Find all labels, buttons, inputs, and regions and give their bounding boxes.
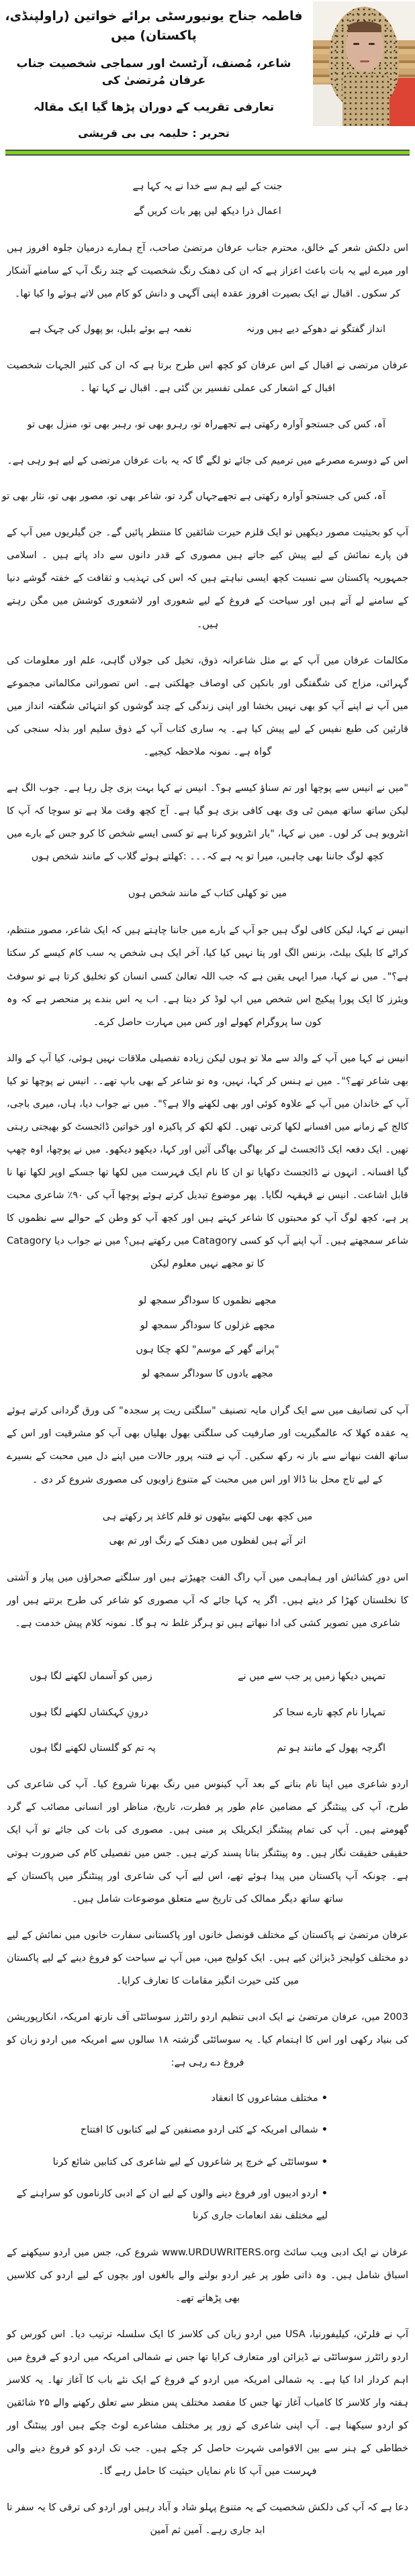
couplet-right-hemistich: انداز گفتگو نے دھوکے دیے ہیں ورنہ <box>246 324 385 335</box>
paragraph: اس دلکش شعر کے خالق، محترم جناب عرفان مرتضیٰ صاحب، آج ہمارے درمیان جلوہ افروز ہیں اور میرے لیے یہ بات باعث اعزاز ہے کہ ان کی دھنک رنگ شخصیت کے چند رنگ آپ کے سامنے آشکار کر سکوں۔ اقبال نے ایک بصیرت افروز عقدہ اپنی آگہی و دانش کو کام میں لاتے ہوئے وا کیا تھا۔ <box>7 242 408 299</box>
couplet-left-hemistich: زمیں کو آسماں لکھنے لگا ہوں <box>30 1671 152 1682</box>
verse-line: میں کچھ بھی لکھنے بیٹھوں تو قلم کاغذ پر رکھتے ہی <box>102 1511 313 1522</box>
article-body <box>0 156 415 2542</box>
couplet-right-hemistich: تمہارا نام کچھ تارے سجا کر <box>273 1707 385 1718</box>
article-header <box>0 0 415 146</box>
verse-line: اعمال ذرا دیکھ لیں پھر بات کریں گے <box>134 205 281 217</box>
paragraph: انیس نے کہا، لیکن کافی لوگ ہیں جو آپ کے بارے میں جاننا چاہتے ہیں کہ ایک شاعر، مصور منتظم، کراٹے کا بلیک بیلٹ، بزنس الگ اور پتا نہیں کیا کیا، آخر ایک ہی شخص یہ سب کام کیسے کر سکتا ہے؟"۔ میں نے کہا، میرا ایہی یقین ہے کہ جب اللہ تعالیٰ کسی انسان کو تخلیق کرتا ہے تو سوفٹ ویئرز کا ایک پورا پیکیج اس شخص میں اپ لوڈ کر دیتا ہے۔ اب یہ اس بندے پر منحصر ہے کہ وہ کون سا پروگرام کھولے اور کس میں مہارت حاصل کرے۔ <box>7 925 408 1028</box>
list-item: • مختلف مشاعروں کا انعقاد <box>7 2088 328 2110</box>
paragraph: "میں نے انیس سے پوچھا اور تم سناؤ کیسے ہو؟۔ انیس نے کہا بہت بزی چل رہا ہے۔ جوب الگ ہے لیکن ساتھ ساتھ میمن ٹی وی بھی کافی بزی ہو گیا ہے۔ آج کچھ وقت ملا ہے تو سوچا کہ آپ کا انٹرویو ہی کر لوں۔ میں نے کہا، "یار انٹرویو کرنا ہے تو کسی ایسے شخص کا کرو جس کے بارے میں کچھ لوگ جاننا بھی چاہیں، میرا تو یہ ہے کہ۔۔۔ :کھلتے ہوئے گلاب کے مانند شخص ہوں <box>7 782 408 863</box>
couplet <box>7 1702 408 1724</box>
green-divider-rule <box>5 150 410 156</box>
verse-line: مجھے غزلوں کا سوداگر سمجھ لو <box>140 1320 275 1331</box>
paragraph: 2003 میں، عرفان مرتضیٰ نے ایک ادبی تنظیم اردو رائٹرز سوسائٹی آف نارتھ امریکہ، انکارپوریشن کی بنیاد رکھی اور اس کا اہتمام کیا۔ یہ سوسائٹی گزشتہ ۱۸ سالوں سے امریکہ میں اردو زبان کو فروغ دے رہی ہے: <box>7 2011 409 2068</box>
list-item: • شمالی امریکہ کے کئی اردو مصنفین کے لیے کتابوں کا افتتاح <box>7 2119 328 2141</box>
photo-left-eye <box>353 43 359 45</box>
couplet-left-hemistich: درونِ کہکشاں لکھنے لگا ہوں <box>30 1707 148 1718</box>
couplet <box>7 319 408 341</box>
list-item: • اردو ادیبوں اور فروغ دینے والوں کے لیے ان کے ادبی کارناموں کو سراہنے کے لیے مختلف نقد انعامات جاری کرنا <box>7 2183 328 2228</box>
paragraph: انیس نے کہا میں آپ کے والد سے ملا تو ہوں لیکن زیادہ تفصیلی ملاقات نہیں ہوئی، کیا آپ کے والد بھی شاعر تھے؟"۔ میں نے ہنس کر کہا، نہیں، وہ تو شاعر کے بھی باپ تھے۔۔ انیس نے پوچھا تو کیا آپ کے خاندان میں آپ کے علاوہ کوئی اور بھی لکھنے والا ہے؟"۔ میں نے جواب دیا، ہاں، میری باجی، کالج کے زمانے میں افسانے لکھا کرتی تھیں۔ لکھ لکھ کر پاکیزہ اور خواتین ڈائجسٹ کو بھیجتی رہتی تھیں۔ ایک دفعہ ایک ڈائجسٹ لے کر بھاگی بھاگی آئیں اور کہا، دیکھو دیکھو۔ میں نے پوچھا، اوہ چھپ گیا افسانہ۔ انہوں نے ڈائجسٹ دکھایا تو ان کا نام ایک فہرست میں لکھا تھا جسکے اوپر لکھا تھا نا قابل اشاعت۔ انیس نے قہقہہ لگایا۔ پھر موضوع تبدیل کرتے ہوئے پوچھا آپ کی ۹۰٪ شاعری محبت پر ہے، کچھ لوگ آپ کو محبتوں کا شاعر کہتے ہیں اور کچھ آپ کو وطن کے حوالے سے نظموں کا شاعر سمجھتے ہیں۔ آپ اپنے آپ کو کسی Catagory میں رکھتے ہیں؟ میں نے جواب دیا Catagory کا تو مجھے نہیں معلوم لیکن <box>7 1053 408 1270</box>
paragraph: آپ کو بحیثیت مصور دیکھیں تو ایک قلزم حیرت شائقین کا منتظر پائیں گے۔ جن گیلریوں میں آپ کے فن پارے نمائش کے لیے پیش کیے جاتے ہیں مصوری کے قدر دانوں سے داد پاتے ہیں ۔ اسلامی جمہوریہ پاکستان سے نسبت کچھ ایسی نباہتے ہیں کہ اس کی تہذیب و ثقافت کے خفتہ گوشے دنیا کے سامنے لے آتے ہیں اور سیاحت کے فروغ کے لیے شعوری اور لاشعوری کوشش میں مگن رہتے ہیں۔ <box>7 527 408 630</box>
headline-byline: تحریر : حلیمہ بی بی قریشی <box>78 127 230 140</box>
couplet-left-hemistich: پہ تم کو گلستاں لکھنے لگا ہوں <box>30 1742 156 1754</box>
vertical-gap <box>7 1648 408 1666</box>
verse-line: مجھے یادوں کا سوداگر سمجھ لو <box>142 1368 273 1380</box>
list-item: • سوسائٹی کے خرچ پر شاعروں کے لیے شاعری کی کتابیں شائع کرنا <box>7 2151 328 2174</box>
photo-mouth <box>360 60 369 62</box>
qalam-verse-block <box>7 1505 408 1554</box>
headline-line-1: فاطمہ جناح یونیورسٹی برائے خواتین (راولپنڈی، پاکستان) میں <box>5 9 303 44</box>
verse-line: میں تو کھلی کتاب کے مانند شخص ہوں <box>128 888 287 900</box>
paragraph: اس کے دوسرے مصرعے میں ترمیم کی جائے تو لگے گا کہ یہ بات عرفان مرتضی کے لیے ہو رہی ہے۔ <box>7 455 408 466</box>
verse-line: مجھے نظموں کا سوداگر سمجھ لو <box>138 1295 277 1307</box>
couplet <box>7 414 408 436</box>
couplet <box>1 486 408 508</box>
single-verse-line <box>7 881 408 906</box>
society-activities-list <box>7 2088 328 2228</box>
verse-line: جنت کے لیے ہم سے خدا نے یہ کہا ہے <box>132 181 283 193</box>
verse-line: "پرانے گھر کے موسم" لکھ چکا ہوں <box>136 1344 279 1355</box>
opening-verse <box>7 174 408 223</box>
paragraph: عرفان نے ایک ادبی ویب سائٹ www.URDUWRITERS.org شروع کی، جس میں اردو سیکھنے کے اسباق شامل ہیں۔ وہ ذاتی طور پر غیر اردو بولنے والے بالغوں اور بچوں کے لیے اردو کی کلاسیں بھی پڑھاتے تھے۔ <box>7 2247 408 2304</box>
couplet-right-hemistich: تمہیں دیکھا زمیں پر جب سے میں نے <box>238 1671 385 1682</box>
photo-right-eye <box>369 43 375 45</box>
headline-line-2: شاعر، مُصنف، آرٹسٹ اور سماجی شخصیت جناب عرفان مُرتضیٰ کی <box>16 56 291 88</box>
paragraph: آپ نے فلرٹن، کیلیفورنیا، USA میں اردو زبان کی کلاسز کا ایک سلسلہ ترتیب دیا۔ اس کورس کو اردو رائٹرز سوسائٹی نے ڈیزائن اور متعارف کرایا تھا جس نے شمالی امریکہ میں اردو کے فروغ میں اہم کردار ادا کیا ہے۔ یہ شمالی امریکہ میں اردو کے فروغ کے ایک نئے باب کا آغاز تھا۔ یہ کلاسز ہفتہ وار کلاسز کا کامیاب آغاز تھا جس کا مقصد مختلف پس منظر سے تعلق رکھنے والے ۲۵ شائقین کو اردو سیکھنا ہے۔ آپ اپنی شاعری کے زور پر مختلف مشاعرے لوٹ چکے ہیں اور پینٹنگ اور خطاطی کے ہنر سے بین الاقوامی شہرت حاصل کر چکے ہیں۔ جب تک اردو کو فروغ دینے والی فہرست میں آپ کا نام نمایاں حیثیت کا حامل رہے گا۔ <box>7 2328 408 2477</box>
author-portrait-photo <box>313 1 415 126</box>
couplet <box>7 1666 408 1688</box>
couplet <box>7 1737 408 1760</box>
paragraph: اس دورِ کشائش اور ہماہمی میں آپ راگ الفت چھیڑتے ہیں اور سلگتے صحراؤں میں پیار و آشتی کا نخلستان کھڑا کر دیتے ہیں۔ اگر یہ کہا جائے کہ آپ مصوری کو شاعر کی طرح برتتے ہیں اور شاعری میں تصویر کشی کی ادا نبھاتے ہیں تو ہرگز غلط نہ ہو گا۔ نمونہ کلام پیش خدمت ہے۔ <box>7 1572 408 1629</box>
couplet-left-hemistich: راہ تو، رہرو بھی تو، رہبر بھی تو، منزل بھی تو <box>27 419 218 430</box>
paragraph: عرفان مرتضی نے اقبال کے اس عرفان کو کچھ اس طرح برتا ہے کہ ان کی کثیر الجہات شخصیت اقبال کے اشعار کی عملی تفسیر بن گئی ہے۔ اقبال نے کہا تھا ۔ <box>7 360 408 394</box>
headline-line-3: تعارفی تقریب کے دوران پڑھا گیا ایک مقالہ <box>33 100 275 114</box>
paragraph: عرفان مرتضیٰ نے پاکستان کے مختلف قونصل خانوں اور پاکستانی سفارت خانوں میں نمائش کے لیے دو مختلف کولیجز ڈیزائن کیے ہیں۔ ایک کولیج میں، میں آپ نے سیاحت کو فروغ دینے کے لیے پاکستان میں کئی حیرت انگیز مقامات کا تعارف کرایا۔ <box>7 1929 408 1986</box>
couplet-left-hemistich: جہاں گرد تو، شاعر بھی تو، مصور بھی تو، نثار بھی تو <box>1 490 218 502</box>
headline-block <box>0 0 308 142</box>
couplet-left-hemistich: نغمہ ہے بوئے بلبل، بو پھول کی چہک ہے <box>30 324 192 335</box>
paragraph: آپ کی تصانیف میں سے ایک گراں مایہ تصنیف "سلگتی ریت پر سجدہ" کی ورق گردانی کرتے ہوئے یہ عقدہ کھلا کہ عالمگیریت اور صارفیت کی سلگتی بھول بھلیاں بھی آپ کو مشرقیت اور اس کے ساتھ الفت نبھانے سے باز نہ رکھ سکیں۔ آپ نے فتنہ پرور حالات میں اپنے دل میں محبت کے بسیرے کے لیے تاج محل بنا ڈالا اور اس میں محبت کے متنوع زاویوں کی مصوری شروع کر دی ۔ <box>7 1405 408 1485</box>
paragraph: اردو شاعری میں اپنا نام بنانے کے بعد آپ کینوس میں رنگ بھرنا شروع کیا۔ آپ کی شاعری کی طرح، آپ کی پینٹنگز کے مضامین عام طور پر فطرت، تاریخ، مناظر اور انسانی مصائب کے گرد گھومتے ہیں۔ آپ کی تمام پینٹنگز ایکریلک پر مبنی ہیں۔ مصوری کی بات کی جائے تو آپ ایک حقیقی حقیقت نگار ہیں۔ وہ پینٹنگز بنانا پسند کرتے ہیں۔ جس میں تفصیلی کام کی ضرورت ہوتی ہے۔ چونکہ آپ پاکستان میں پیدا ہوئے تھے، اس لیے آپ کی شاعری اور پینٹنگز میں پاکستان کے ساتھ ساتھ دیگر ممالک کی تاریخ سے متعلق موضوعات شامل ہیں۔ <box>7 1779 408 1904</box>
photo-hairline <box>348 21 381 32</box>
couplet-right-hemistich: اگرچہ پھول کے مانند ہو تم <box>277 1742 385 1754</box>
paragraph: مکالمات عرفان میں آپ کے بے مثل شاعرانہ ذوق، تخیل کی جولاں گاہی، علم اور معلومات کی گہرائی، مزاج کی شگفتگی اور بانکپن کی اوصاف جھلکتی ہے۔ اس تصوراتی مکالماتی مجموعے میں آپ نے اپنے آپ کو بھی نہیں بخشا اور اپنی زندگی کے چند گوشوں کو انتہائی شگفتہ انداز میں قارئین کی طبع نفیس کے لیے پیش کیا ہے۔ یہ ساری کتاب آپ کے ذوق سلیم اور بذلہ سنجی کی گواہ ہے۔ نمونہ ملاحظہ کیجیے۔ <box>7 655 408 757</box>
verse-line: اتر آتے ہیں لفظوں میں دھنک کے رنگ اور تم بھی <box>109 1535 306 1546</box>
photo-scarf-drape <box>342 74 389 126</box>
couplet-right-hemistich: آہ، کس کی جستجو آوارہ رکھتی ہے تجھے <box>217 490 385 502</box>
paragraph: دعا ہے کہ آپ کی دلکش شخصیت کے یہ متنوع پہلو شاد و آباد رہیں اور اردو کی ترقی کا یہ سفر تا ابد جاری رہے۔ آمین ثم آمین <box>7 2502 408 2536</box>
couplet-right-hemistich: آہ، کس کی جستجو آوارہ رکھتی ہے تجھے <box>217 419 385 430</box>
nazm-verse-block <box>7 1289 408 1386</box>
